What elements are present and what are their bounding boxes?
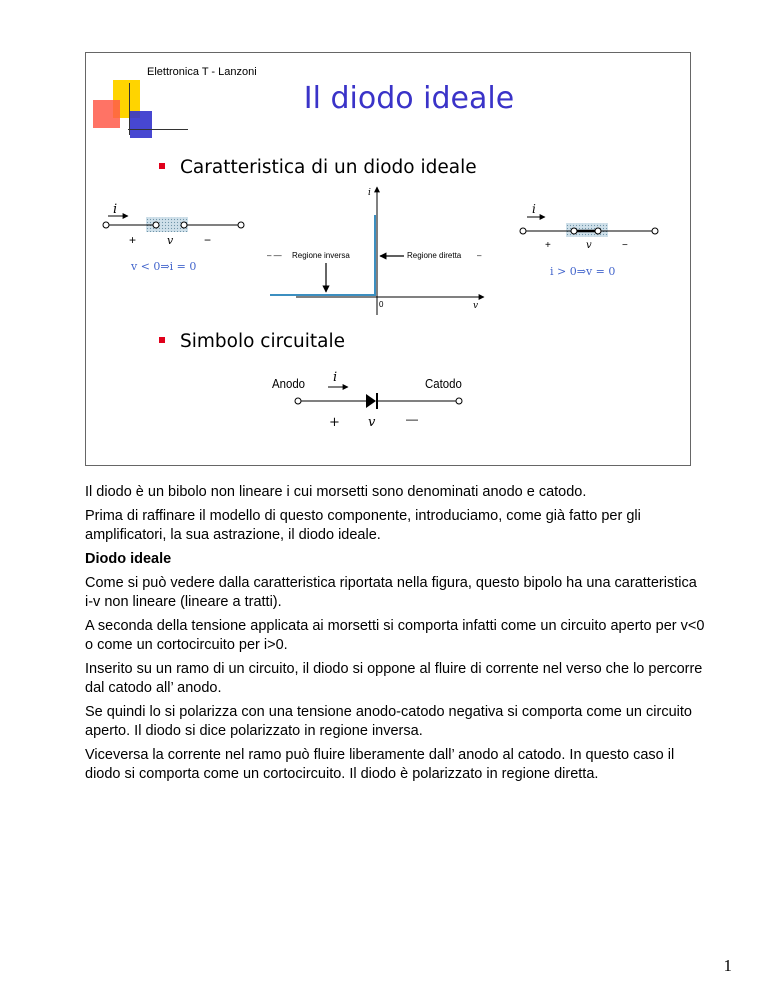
diode-symbol — [272, 370, 462, 430]
right-condition: i > 0⇒v = 0 — [550, 265, 616, 278]
right-minus-label: − — [622, 240, 628, 251]
dash-left: – — — [267, 251, 282, 260]
diode-characteristic-diagram — [86, 53, 692, 467]
paragraph: Se quindi lo si polarizza con una tensione anodo-catodo negativa si comporta come un circuito aperto. Il diodo si dice polarizzato in regione inversa. — [85, 704, 692, 739]
section-heading: Diodo ideale — [85, 551, 172, 567]
slide-header: Elettronica T - Lanzoni — [147, 66, 257, 78]
paragraph: A seconda della tensione applicata ai morsetti si comporta infatti come un circuito aperto per v<0 o come un cortocircuito per i>0. — [85, 618, 705, 653]
dash-right: – — [477, 251, 482, 260]
left-minus-label: − — [204, 233, 212, 247]
left-current-label: i — [113, 202, 118, 217]
right-v-label: v — [586, 240, 592, 251]
symbol-minus-label: — — [406, 412, 418, 426]
axis-i-label: i — [368, 188, 371, 198]
short-circuit-model — [520, 202, 658, 278]
region-forward-label: Regione diretta — [407, 251, 462, 260]
symbol-plus-label: + — [329, 415, 340, 430]
origin-label: 0 — [379, 300, 384, 309]
bullet-text: Caratteristica di un diodo ideale — [180, 157, 477, 178]
page-number: 1 — [723, 956, 732, 975]
paragraph: Inserito su un ramo di un circuito, il diodo si oppone al fluire di corrente nel verso che lo percorre dal catodo all’ anodo. — [85, 661, 703, 696]
slide — [85, 52, 691, 466]
open-circuit-model — [103, 202, 244, 273]
axis-v-label: v — [473, 301, 479, 311]
region-reverse-label: Regione inversa — [292, 251, 350, 260]
diode-triangle-icon — [366, 394, 376, 408]
paragraph: Prima di raffinare il modello di questo componente, introduciamo, come già fatto per gli amplificatori, la sua astrazione, il diodo ideale. — [85, 508, 641, 543]
anode-label: Anodo — [272, 376, 306, 392]
iv-characteristic — [267, 187, 484, 315]
page-body — [85, 483, 705, 789]
right-current-label: i — [532, 202, 536, 216]
symbol-v-label: v — [368, 415, 376, 430]
bullet-text: Simbolo circuitale — [180, 331, 345, 352]
symbol-current-label: i — [333, 370, 338, 385]
left-condition: v < 0⇒i = 0 — [131, 260, 197, 273]
left-v-label: v — [167, 234, 174, 247]
right-plus-label: + — [545, 240, 551, 251]
paragraph: Viceversa la corrente nel ramo può fluire liberamente dall’ anodo al catodo. In questo caso il diodo si comporta come un cortocircuito. Il diodo è polarizzato in regione diretta. — [85, 747, 675, 782]
left-plus-label: + — [129, 233, 137, 247]
paragraph: Come si può vedere dalla caratteristica riportata nella figura, questo bipolo ha una caratteristica i-v non lineare (lineare a tratti). — [85, 575, 697, 610]
cathode-label: Catodo — [425, 376, 462, 392]
paragraph: Il diodo è un bibolo non lineare i cui morsetti sono denominati anodo e catodo. — [85, 484, 587, 500]
slide-title: Il diodo ideale — [303, 81, 515, 116]
